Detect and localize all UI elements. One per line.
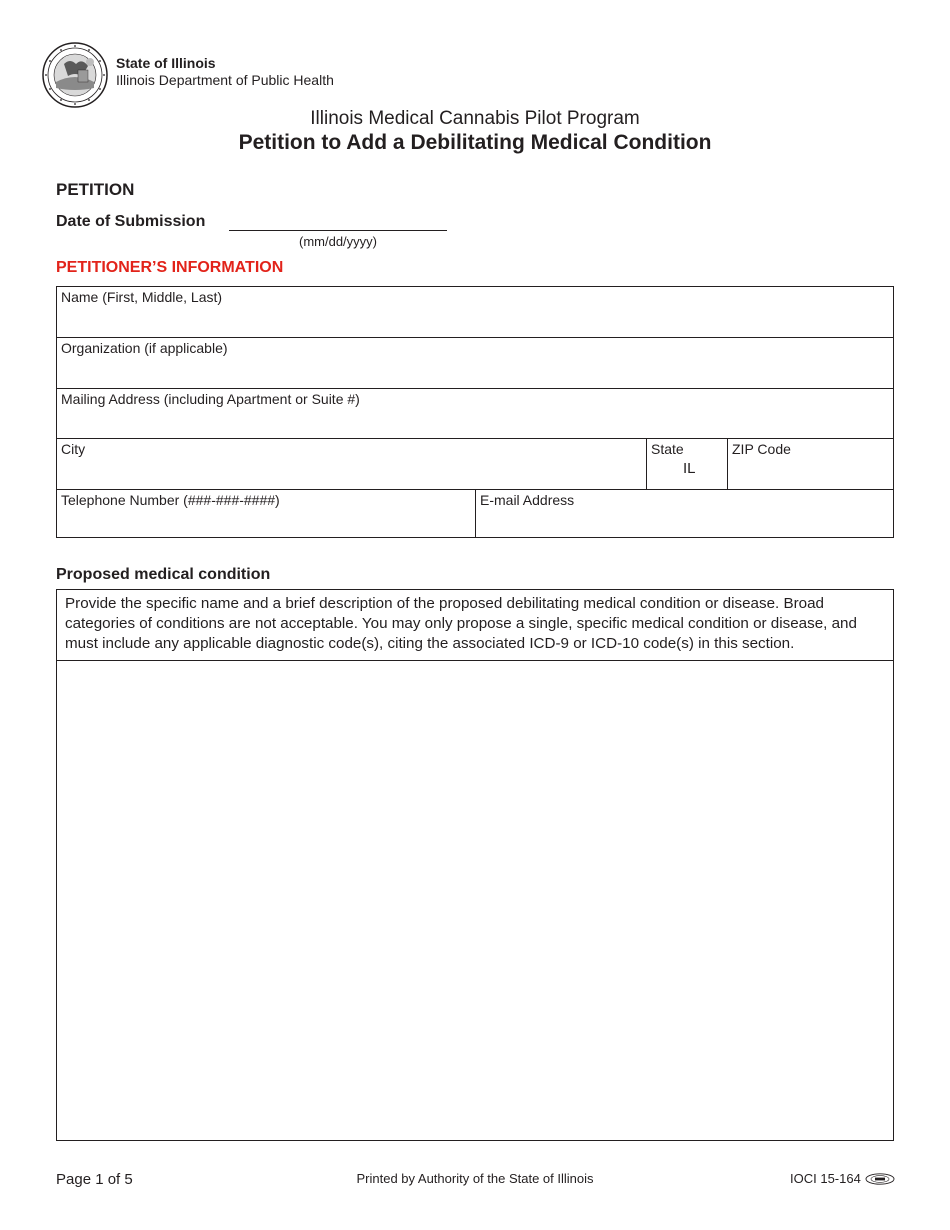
date-format-hint: (mm/dd/yyyy) (299, 234, 377, 249)
petitioner-info-table (56, 286, 894, 538)
proposed-condition-heading: Proposed medical condition (56, 566, 271, 583)
form-title: Petition to Add a Debilitating Medical Condition (238, 131, 712, 154)
petitioner-info-heading: PETITIONER’S INFORMATION (56, 259, 284, 276)
state-seal-icon (42, 42, 108, 108)
telephone-label: Telephone Number (###-###-####) (61, 492, 280, 508)
telephone-field[interactable] (57, 490, 475, 537)
city-label: City (61, 441, 86, 457)
proposed-condition-field[interactable] (57, 661, 893, 1140)
union-bug-icon (865, 1173, 895, 1185)
proposed-condition-box (56, 589, 894, 1141)
date-of-submission-field[interactable] (229, 230, 447, 231)
city-field[interactable] (57, 439, 646, 489)
organization-field[interactable] (57, 337, 893, 388)
mailing-address-label: Mailing Address (including Apartment or Suite #) (61, 391, 360, 407)
program-title: Illinois Medical Cannabis Pilot Program (310, 108, 640, 129)
organization-label: Organization (if applicable) (61, 340, 228, 356)
page-number: Page 1 of 5 (56, 1171, 133, 1188)
state-field[interactable] (646, 439, 727, 489)
city-state-zip-row (57, 438, 893, 489)
zip-code-label: ZIP Code (732, 441, 791, 457)
agency-state: State of Illinois (116, 55, 216, 71)
phone-email-row (57, 489, 893, 537)
email-field[interactable] (475, 490, 893, 537)
printed-by-authority: Printed by Authority of the State of Illinois (356, 1171, 594, 1186)
state-label: State (651, 441, 684, 457)
name-label: Name (First, Middle, Last) (61, 289, 223, 305)
mailing-address-field[interactable] (57, 388, 893, 438)
form-code: IOCI 15-164 (790, 1171, 861, 1186)
petition-heading: PETITION (56, 180, 135, 199)
proposed-condition-instructions: Provide the specific name and a brief description of the proposed debilitating medical condition or disease. Broad categories of conditions are not acceptable. You may only propose a single, specific medical condition or disease, and must include any applicable diagnostic code(s), citing the associated ICD-9 or ICD-10 code(s) in this section. (57, 590, 893, 661)
date-of-submission-label: Date of Submission (56, 213, 206, 230)
zip-code-field[interactable] (727, 439, 893, 489)
state-value: IL (683, 460, 696, 477)
agency-department: Illinois Department of Public Health (116, 72, 334, 88)
name-field[interactable] (57, 287, 893, 338)
email-label: E-mail Address (480, 492, 575, 508)
